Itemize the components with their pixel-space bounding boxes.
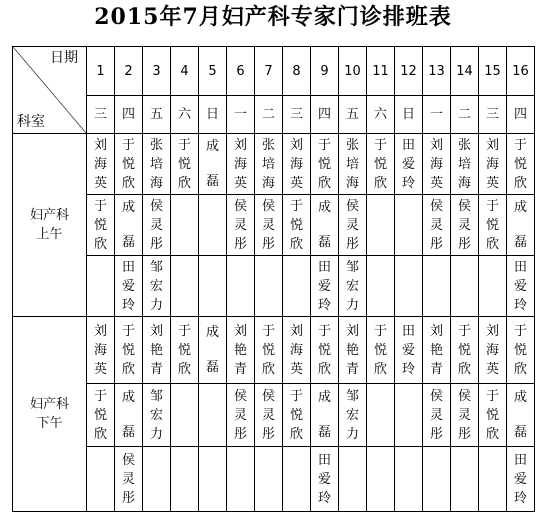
weekday-cell: 六 xyxy=(367,96,395,134)
doctor-cell xyxy=(423,256,451,317)
doctor-cell xyxy=(199,317,227,384)
day-number-cell: 1 xyxy=(87,47,115,96)
doctor-name-char: 磊 xyxy=(121,235,135,250)
doctor-cell xyxy=(227,384,255,447)
doctor-cell xyxy=(311,195,339,256)
schedule-row xyxy=(13,256,535,317)
doctor-name: 于悦欣 xyxy=(121,323,135,377)
doctor-name: 于悦欣 xyxy=(513,323,527,377)
doctor-cell xyxy=(423,317,451,384)
doctor-cell xyxy=(339,317,367,384)
doctor-name: 于悦欣 xyxy=(485,388,499,442)
doctor-cell xyxy=(283,384,311,447)
doctor-name-char: 磊 xyxy=(205,174,219,189)
page-title: 2015年7月妇产科专家门诊排班表 xyxy=(94,4,452,30)
doctor-name: 张培海 xyxy=(261,137,275,191)
doctor-cell xyxy=(87,134,115,195)
doctor-cell xyxy=(339,447,367,512)
day-number-cell: 2 xyxy=(115,47,143,96)
doctor-name-char: 成 xyxy=(205,325,219,340)
weekday-cell: 二 xyxy=(255,96,283,134)
doctor-name: 田爱玲 xyxy=(317,259,331,313)
doctor-cell xyxy=(227,195,255,256)
doctor-cell xyxy=(395,384,423,447)
schedule-row xyxy=(13,384,535,447)
schedule-row xyxy=(13,317,535,384)
day-number-cell: 16 xyxy=(507,47,535,96)
doctor-cell xyxy=(311,134,339,195)
doctor-cell xyxy=(479,195,507,256)
doctor-name: 于悦欣 xyxy=(177,323,191,377)
doctor-name: 张培海 xyxy=(457,137,471,191)
doctor-cell xyxy=(255,384,283,447)
doctor-cell xyxy=(283,447,311,512)
doctor-name: 刘艳青 xyxy=(149,323,163,377)
doctor-name-char: 成 xyxy=(121,390,135,405)
day-number-row xyxy=(13,47,535,96)
doctor-name: 于悦欣 xyxy=(485,198,499,252)
weekday-cell: 五 xyxy=(339,96,367,134)
doctor-name xyxy=(199,137,226,191)
weekday-cell: 五 xyxy=(143,96,171,134)
doctor-cell xyxy=(199,384,227,447)
doctor-name: 侯灵彤 xyxy=(233,198,247,252)
doctor-name: 侯灵彤 xyxy=(345,198,359,252)
doctor-cell xyxy=(479,256,507,317)
doctor-name xyxy=(115,388,142,442)
doctor-cell xyxy=(143,317,171,384)
doctor-name: 刘艳青 xyxy=(429,323,443,377)
doctor-name: 侯灵彤 xyxy=(457,388,471,442)
doctor-cell xyxy=(311,256,339,317)
doctor-name-char: 磊 xyxy=(513,425,527,440)
doctor-cell xyxy=(479,317,507,384)
schedule-row xyxy=(13,195,535,256)
department-label: 妇产科 下午 xyxy=(29,397,69,431)
doctor-cell xyxy=(507,256,535,317)
doctor-cell xyxy=(507,384,535,447)
weekday-cell: 三 xyxy=(479,96,507,134)
doctor-cell xyxy=(395,317,423,384)
doctor-cell xyxy=(115,195,143,256)
doctor-name: 刘海英 xyxy=(93,137,107,191)
department-cell xyxy=(13,134,87,317)
doctor-name xyxy=(507,198,534,252)
day-number-cell: 15 xyxy=(479,47,507,96)
doctor-cell xyxy=(423,134,451,195)
doctor-cell xyxy=(507,317,535,384)
doctor-cell xyxy=(255,134,283,195)
doctor-cell xyxy=(199,195,227,256)
day-number-cell: 9 xyxy=(311,47,339,96)
doctor-cell xyxy=(87,317,115,384)
doctor-cell xyxy=(171,317,199,384)
doctor-name-char: 磊 xyxy=(205,360,219,375)
schedule-row xyxy=(13,134,535,195)
doctor-name: 于悦欣 xyxy=(93,388,107,442)
doctor-cell xyxy=(227,447,255,512)
doctor-name: 刘艳青 xyxy=(345,323,359,377)
doctor-name: 张培海 xyxy=(149,137,163,191)
day-number-cell: 5 xyxy=(199,47,227,96)
doctor-name-char: 磊 xyxy=(513,235,527,250)
doctor-cell xyxy=(115,256,143,317)
doctor-name-char: 成 xyxy=(513,390,527,405)
doctor-cell xyxy=(507,134,535,195)
doctor-cell xyxy=(199,256,227,317)
doctor-cell xyxy=(395,195,423,256)
weekday-cell: 四 xyxy=(115,96,143,134)
day-number-cell: 7 xyxy=(255,47,283,96)
weekday-cell: 一 xyxy=(423,96,451,134)
doctor-name: 侯灵彤 xyxy=(429,388,443,442)
doctor-name xyxy=(115,198,142,252)
doctor-cell xyxy=(199,134,227,195)
doctor-cell xyxy=(479,447,507,512)
doctor-name: 于悦欣 xyxy=(93,198,107,252)
doctor-cell xyxy=(227,317,255,384)
doctor-name-char: 磊 xyxy=(317,425,331,440)
doctor-name-char: 成 xyxy=(317,200,331,215)
doctor-cell xyxy=(87,195,115,256)
doctor-cell xyxy=(283,317,311,384)
department-cell xyxy=(13,317,87,512)
doctor-cell xyxy=(87,447,115,512)
doctor-name: 于悦欣 xyxy=(177,137,191,191)
doctor-cell xyxy=(115,384,143,447)
day-number-cell: 12 xyxy=(395,47,423,96)
doctor-name: 于悦欣 xyxy=(289,198,303,252)
doctor-cell xyxy=(143,384,171,447)
day-number-cell: 4 xyxy=(171,47,199,96)
doctor-cell xyxy=(255,195,283,256)
doctor-cell xyxy=(367,447,395,512)
doctor-cell xyxy=(255,317,283,384)
day-number-cell: 11 xyxy=(367,47,395,96)
weekday-cell: 三 xyxy=(283,96,311,134)
doctor-cell xyxy=(507,447,535,512)
doctor-cell xyxy=(479,134,507,195)
doctor-name: 刘海英 xyxy=(485,323,499,377)
doctor-cell xyxy=(367,195,395,256)
doctor-name: 田爱玲 xyxy=(317,452,331,506)
doctor-cell xyxy=(283,256,311,317)
doctor-cell xyxy=(199,447,227,512)
doctor-name-char: 成 xyxy=(205,139,219,154)
schedule-table xyxy=(12,46,535,512)
doctor-cell xyxy=(339,134,367,195)
doctor-cell xyxy=(451,384,479,447)
doctor-cell xyxy=(339,256,367,317)
doctor-name: 邹宏力 xyxy=(345,388,359,442)
doctor-name: 侯灵彤 xyxy=(121,452,135,506)
doctor-cell xyxy=(171,447,199,512)
doctor-cell xyxy=(171,384,199,447)
doctor-cell xyxy=(423,384,451,447)
doctor-name xyxy=(311,198,338,252)
doctor-cell xyxy=(367,256,395,317)
weekday-row xyxy=(13,96,535,134)
schedule-row xyxy=(13,447,535,512)
doctor-cell xyxy=(479,384,507,447)
weekday-cell: 三 xyxy=(87,96,115,134)
doctor-cell xyxy=(451,256,479,317)
doctor-cell xyxy=(423,447,451,512)
doctor-name: 刘海英 xyxy=(485,137,499,191)
doctor-cell xyxy=(227,256,255,317)
doctor-name: 侯灵彤 xyxy=(429,198,443,252)
doctor-name: 于悦欣 xyxy=(373,323,387,377)
department-label: 妇产科 上午 xyxy=(29,208,69,242)
doctor-cell xyxy=(115,134,143,195)
doctor-cell xyxy=(367,317,395,384)
department-header-label: 科室 xyxy=(17,114,45,130)
day-number-cell: 3 xyxy=(143,47,171,96)
doctor-name: 刘艳青 xyxy=(233,323,247,377)
doctor-name: 邹宏力 xyxy=(345,259,359,313)
doctor-cell xyxy=(115,447,143,512)
doctor-cell xyxy=(395,256,423,317)
doctor-name: 田爱玲 xyxy=(121,259,135,313)
doctor-name: 于悦欣 xyxy=(317,137,331,191)
doctor-cell xyxy=(311,317,339,384)
doctor-name: 于悦欣 xyxy=(317,323,331,377)
doctor-cell xyxy=(143,256,171,317)
date-header-label: 日期 xyxy=(50,50,78,66)
doctor-cell xyxy=(451,447,479,512)
doctor-cell xyxy=(227,134,255,195)
doctor-cell xyxy=(255,447,283,512)
doctor-name: 刘海英 xyxy=(429,137,443,191)
doctor-cell xyxy=(339,195,367,256)
day-number-cell: 14 xyxy=(451,47,479,96)
doctor-cell xyxy=(423,195,451,256)
weekday-cell: 四 xyxy=(311,96,339,134)
doctor-cell xyxy=(395,134,423,195)
doctor-name-char: 成 xyxy=(513,200,527,215)
doctor-cell xyxy=(143,134,171,195)
doctor-cell xyxy=(255,256,283,317)
doctor-cell xyxy=(395,447,423,512)
doctor-cell xyxy=(283,195,311,256)
doctor-name: 邹宏力 xyxy=(149,388,163,442)
doctor-cell xyxy=(115,317,143,384)
day-number-cell: 6 xyxy=(227,47,255,96)
doctor-name: 于悦欣 xyxy=(121,137,135,191)
doctor-name xyxy=(311,388,338,442)
doctor-name xyxy=(507,388,534,442)
doctor-name xyxy=(199,323,226,377)
weekday-cell: 二 xyxy=(451,96,479,134)
doctor-name: 刘海英 xyxy=(93,323,107,377)
doctor-cell xyxy=(171,195,199,256)
doctor-name-char: 成 xyxy=(317,390,331,405)
doctor-name: 田爱玲 xyxy=(401,323,415,377)
weekday-cell: 日 xyxy=(395,96,423,134)
doctor-cell xyxy=(451,134,479,195)
doctor-name: 田爱玲 xyxy=(401,137,415,191)
doctor-name: 于悦欣 xyxy=(457,323,471,377)
doctor-name: 侯灵彤 xyxy=(457,198,471,252)
doctor-name: 刘海英 xyxy=(233,137,247,191)
doctor-cell xyxy=(339,384,367,447)
doctor-name: 刘海英 xyxy=(289,137,303,191)
doctor-cell xyxy=(87,256,115,317)
doctor-name: 侯灵彤 xyxy=(233,388,247,442)
doctor-cell xyxy=(311,447,339,512)
weekday-cell: 一 xyxy=(227,96,255,134)
doctor-name: 邹宏力 xyxy=(149,259,163,313)
doctor-cell xyxy=(143,447,171,512)
doctor-cell xyxy=(311,384,339,447)
doctor-cell xyxy=(171,256,199,317)
doctor-cell xyxy=(87,384,115,447)
day-number-cell: 10 xyxy=(339,47,367,96)
doctor-cell xyxy=(143,195,171,256)
doctor-name: 侯灵彤 xyxy=(261,198,275,252)
doctor-name: 刘海英 xyxy=(289,323,303,377)
doctor-name: 张培海 xyxy=(345,137,359,191)
doctor-cell xyxy=(451,317,479,384)
doctor-name-char: 磊 xyxy=(317,235,331,250)
header-corner-cell xyxy=(13,47,87,134)
day-number-cell: 8 xyxy=(283,47,311,96)
weekday-cell: 日 xyxy=(199,96,227,134)
doctor-cell xyxy=(283,134,311,195)
doctor-cell xyxy=(507,195,535,256)
doctor-name: 田爱玲 xyxy=(513,452,527,506)
doctor-cell xyxy=(451,195,479,256)
day-number-cell: 13 xyxy=(423,47,451,96)
doctor-name: 于悦欣 xyxy=(373,137,387,191)
weekday-cell: 六 xyxy=(171,96,199,134)
doctor-name: 于悦欣 xyxy=(289,388,303,442)
doctor-cell xyxy=(171,134,199,195)
doctor-name-char: 成 xyxy=(121,200,135,215)
doctor-name: 于悦欣 xyxy=(513,137,527,191)
doctor-cell xyxy=(367,384,395,447)
doctor-name: 田爱玲 xyxy=(513,259,527,313)
doctor-name: 侯灵彤 xyxy=(149,198,163,252)
doctor-cell xyxy=(367,134,395,195)
weekday-cell: 四 xyxy=(507,96,535,134)
doctor-name-char: 磊 xyxy=(121,425,135,440)
doctor-name: 侯灵彤 xyxy=(261,388,275,442)
doctor-name: 于悦欣 xyxy=(261,323,275,377)
